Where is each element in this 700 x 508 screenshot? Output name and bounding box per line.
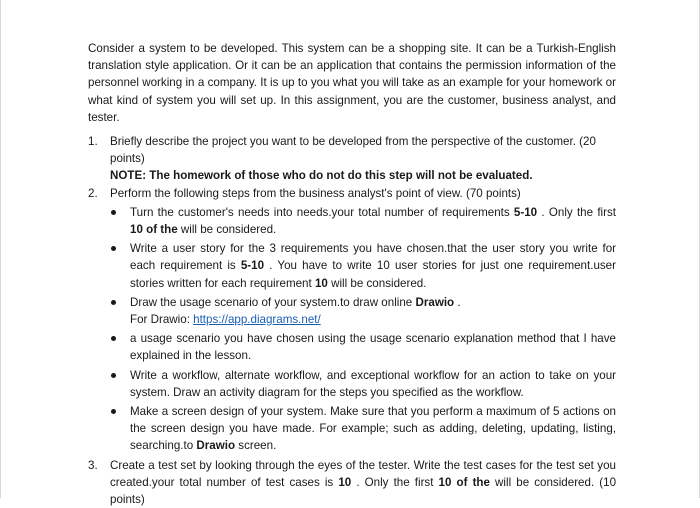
- task-item-2: [88, 185, 616, 455]
- assignment-document: [88, 40, 616, 508]
- task-item-3: [88, 457, 616, 508]
- bullet-icon: [111, 336, 116, 341]
- task-number: 3.: [88, 458, 98, 472]
- task-text: Briefly describe the project you want to be developed from the perspective of the customer. (20 points): [110, 135, 596, 166]
- subtask-item: Write a user story for the 3 requirements you have chosen.that the user story you write for each requirement is 5-10 . You have to write 10 user stories for just one requirement.user stories written for each requirement 10 will be considered.: [110, 240, 616, 292]
- task-number: 1.: [88, 135, 98, 149]
- task-text: Perform the following steps from the business analyst's point of view. (70 points): [110, 186, 521, 200]
- subtask-item: Draw the usage scenario of your system.to draw online Drawio . For Drawio: https://app.diagrams.net/: [110, 294, 616, 328]
- subtask-list: [110, 204, 616, 455]
- task-number: 2.: [88, 186, 98, 200]
- bullet-icon: [111, 409, 116, 414]
- bullet-icon: [111, 373, 116, 378]
- subtask-item: Make a screen design of your system. Make sure that you perform a maximum of 5 actions on the screen design you have made. For example; such as adding, deleting, updating, listing, searching.to Drawio screen.: [110, 403, 616, 455]
- intro-paragraph: Consider a system to be developed. This system can be a shopping site. It can be a Turkish-English translation style application. Or it can be an application that contains the permission information of the personnel working in a company. It is up to you what you will take as an example for your homework or what kind of system you will set up. In this assignment, you are the customer, business analyst, and tester.: [88, 42, 616, 124]
- task-text: Create a test set by looking through the eyes of the tester. Write the test cases for the test set you created.your total number of test cases is 10 . Only the first 10 of the will be considered. (10 points): [110, 458, 617, 507]
- drawio-link[interactable]: https://app.diagrams.net/: [193, 313, 321, 327]
- subtask-item: a usage scenario you have chosen using the usage scenario explanation method that I have explained in the lesson.: [110, 330, 616, 364]
- task-note: NOTE: The homework of those who do not do this step will not be evaluated.: [110, 169, 533, 183]
- task-list: [88, 133, 616, 508]
- bullet-icon: [111, 246, 116, 251]
- subtask-item: Turn the customer's needs into needs.your total number of requirements 5-10 . Only the first 10 of the will be considered.: [110, 204, 616, 238]
- bullet-icon: [111, 300, 116, 305]
- subtask-item: Write a workflow, alternate workflow, and exceptional workflow for an action to take on your system. Draw an activity diagram for the steps you specified as the workflow.: [110, 367, 616, 401]
- bullet-icon: [111, 210, 116, 215]
- task-item-1: [88, 133, 616, 185]
